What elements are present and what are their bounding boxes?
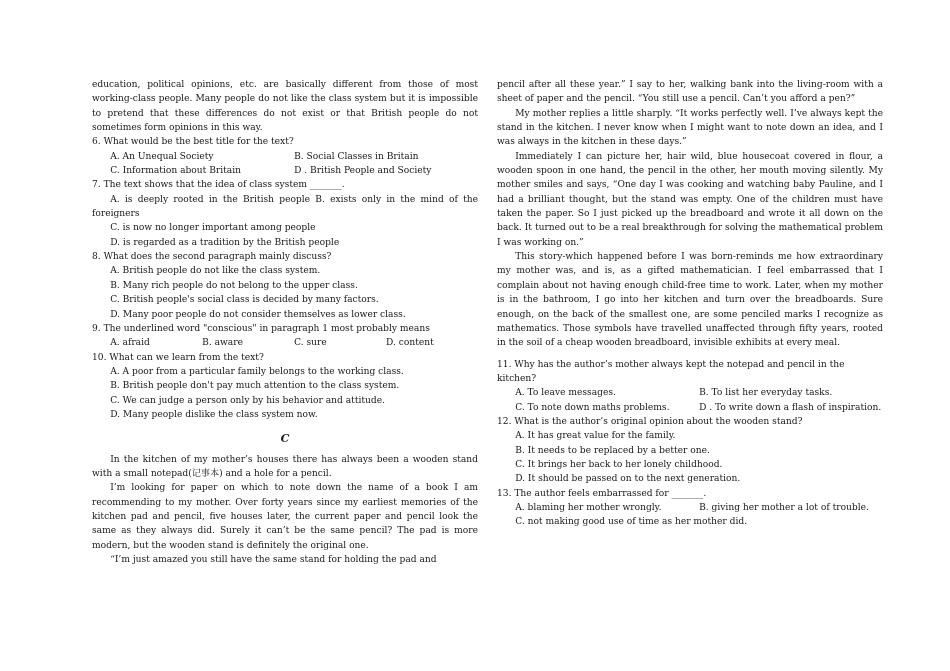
question-8-option-c: C. British people's social class is decided by many factors. <box>110 295 379 306</box>
question-11-options-row-2 <box>497 401 883 415</box>
question-6-option-d: D . British People and Society <box>294 166 432 177</box>
question-11-option-b: B. To list her everyday tasks. <box>699 388 833 399</box>
intro-paragraph: education, political opinions, etc. are basically different from those of most working-class people. Many people do not like the class system but it is impossible to pretend that these differences do not exist or that British people do not sometimes form opinions in this way. <box>92 80 478 134</box>
passage-c-paragraph-3-continued: pencil after all these year.” I say to her, walking bank into the living-room with a sheet of paper and the pencil. “You still use a pencil. Can’t you afford a pen?” <box>497 80 883 105</box>
passage-c-paragraph-2: I’m looking for paper on which to note down the name of a book I am recommending to my mother. Over forty years since my earliest memories of the kitchen pad and pencil, five houses later, the current paper and pencil look the same as they always did. Surely it can’t be the same pencil? The pad is more modern, but the wooden stand is definitely the original one. <box>92 483 478 551</box>
question-7-stem: 7. The text shows that the idea of class system _______. <box>92 180 345 191</box>
question-11-option-a: A. To leave messages. <box>515 388 616 399</box>
question-6-options-row-1 <box>92 150 478 164</box>
question-9-option-a: A. afraid <box>110 338 150 349</box>
question-8-option-d: D. Many poor people do not consider themselves as lower class. <box>110 309 406 320</box>
question-12-stem: 12. What is the author’s original opinion about the wooden stand? <box>497 416 803 427</box>
question-9-option-c: C. sure <box>294 338 327 349</box>
passage-c-paragraph-6: This story-which happened before I was born-reminds me how extraordinary my mother was, and is, as a gifted mathematician. I feel embarrassed that I complain about not having enough child-free time to work. Later, when my mother is in the bathroom, I go into her kitchen and turn over the breadboards. Sure enough, on the back of the smallest one, are some penciled marks I recognize as mathematics. Those symbols have travelled unaffected through fifty years, rooted in the soil of a cheap wooden breadboard, invisible exhibits at every meal. <box>497 252 883 349</box>
left-column <box>92 78 478 567</box>
question-12-option-a: A. It has great value for the family. <box>515 431 676 442</box>
right-column <box>497 78 883 530</box>
question-6-stem: 6. What would be the best title for the text? <box>92 137 294 148</box>
question-11-stem: 11. Why has the author’s mother always kept the notepad and pencil in the kitchen? <box>497 359 845 384</box>
question-8-option-b: B. Many rich people do not belong to the upper class. <box>110 280 358 291</box>
question-10-option-d: D. Many people dislike the class system now. <box>110 409 318 420</box>
question-7-option-c: C. is now no longer important among people <box>110 223 316 234</box>
question-6-options-row-2 <box>92 164 478 178</box>
question-9-stem: 9. The underlined word "conscious" in paragraph 1 most probably means <box>92 323 430 334</box>
question-9-option-d: D. content <box>386 338 434 349</box>
question-12-option-d: D. It should be passed on to the next generation. <box>515 474 741 485</box>
question-13-option-c: C. not making good use of time as her mother did. <box>515 517 748 528</box>
question-10-option-b: B. British people don't pay much attention to the class system. <box>110 381 400 392</box>
question-11-option-c: C. To note down maths problems. <box>515 402 670 413</box>
question-12-option-c: C. It brings her back to her lonely childhood. <box>515 459 723 470</box>
passage-c-paragraph-4: My mother replies a little sharply. “It works perfectly well. I’ve always kept the stand in the kitchen. I never know when I might want to note down an idea, and I was always in the kitchen in these days.” <box>497 108 883 148</box>
question-8-stem: 8. What does the second paragraph mainly discuss? <box>92 252 332 263</box>
question-7-option-ab: A. is deeply rooted in the British people B. exists only in the mind of the foreigners <box>92 194 478 220</box>
question-6-option-c: C. Information about Britain <box>110 166 241 177</box>
question-6-option-b: B. Social Classes in Britain <box>294 151 419 162</box>
question-12-option-b: B. It needs to be replaced by a better one. <box>515 445 710 456</box>
question-10-option-c: C. We can judge a person only by his behavior and attitude. <box>110 395 385 406</box>
passage-c-paragraph-3: “I’m just amazed you still have the same stand for holding the pad and <box>110 555 437 565</box>
passage-c-paragraph-1: In the kitchen of my mother’s houses there has always been a wooden stand with a small notepad(记事本) and a hole for a pencil. <box>92 454 478 479</box>
question-8-option-a: A. British people do not like the class system. <box>110 266 321 277</box>
question-13-option-b: B. giving her mother a lot of trouble. <box>699 502 869 513</box>
question-13-options-row-1 <box>497 501 883 515</box>
question-10-option-a: A. A poor from a particular family belongs to the working class. <box>110 366 404 377</box>
question-13-stem: 13. The author feels embarrassed for _______. <box>497 488 707 499</box>
question-7-option-d: D. is regarded as a tradition by the British people <box>110 237 340 248</box>
passage-c-paragraph-5: Immediately I can picture her, hair wild, blue housecoat covered in flour, a wooden spoon in one hand, the pencil in the other, her mouth moving silently. My mother smiles and says, “One day I was cooking and watching baby Pauline, and I had a brilliant thought, but the stand was empty. One of the children must have taken the paper. So I just picked up the breadboard and wrote it all down on the back. It turned out to be a real breakthrough for solving the mathematical problem I was working on.” <box>497 151 883 248</box>
question-6-option-a: A. An Unequal Society <box>110 151 214 162</box>
question-11-options-row-1 <box>497 386 883 400</box>
question-9-options <box>92 336 478 350</box>
question-11-option-d: D . To write down a flash of inspiration. <box>699 402 882 413</box>
section-c-heading: C <box>280 432 290 446</box>
question-10-stem: 10. What can we learn from the text? <box>92 352 264 363</box>
question-13-option-a: A. blaming her mother wrongly. <box>515 502 662 513</box>
question-9-option-b: B. aware <box>202 338 243 349</box>
